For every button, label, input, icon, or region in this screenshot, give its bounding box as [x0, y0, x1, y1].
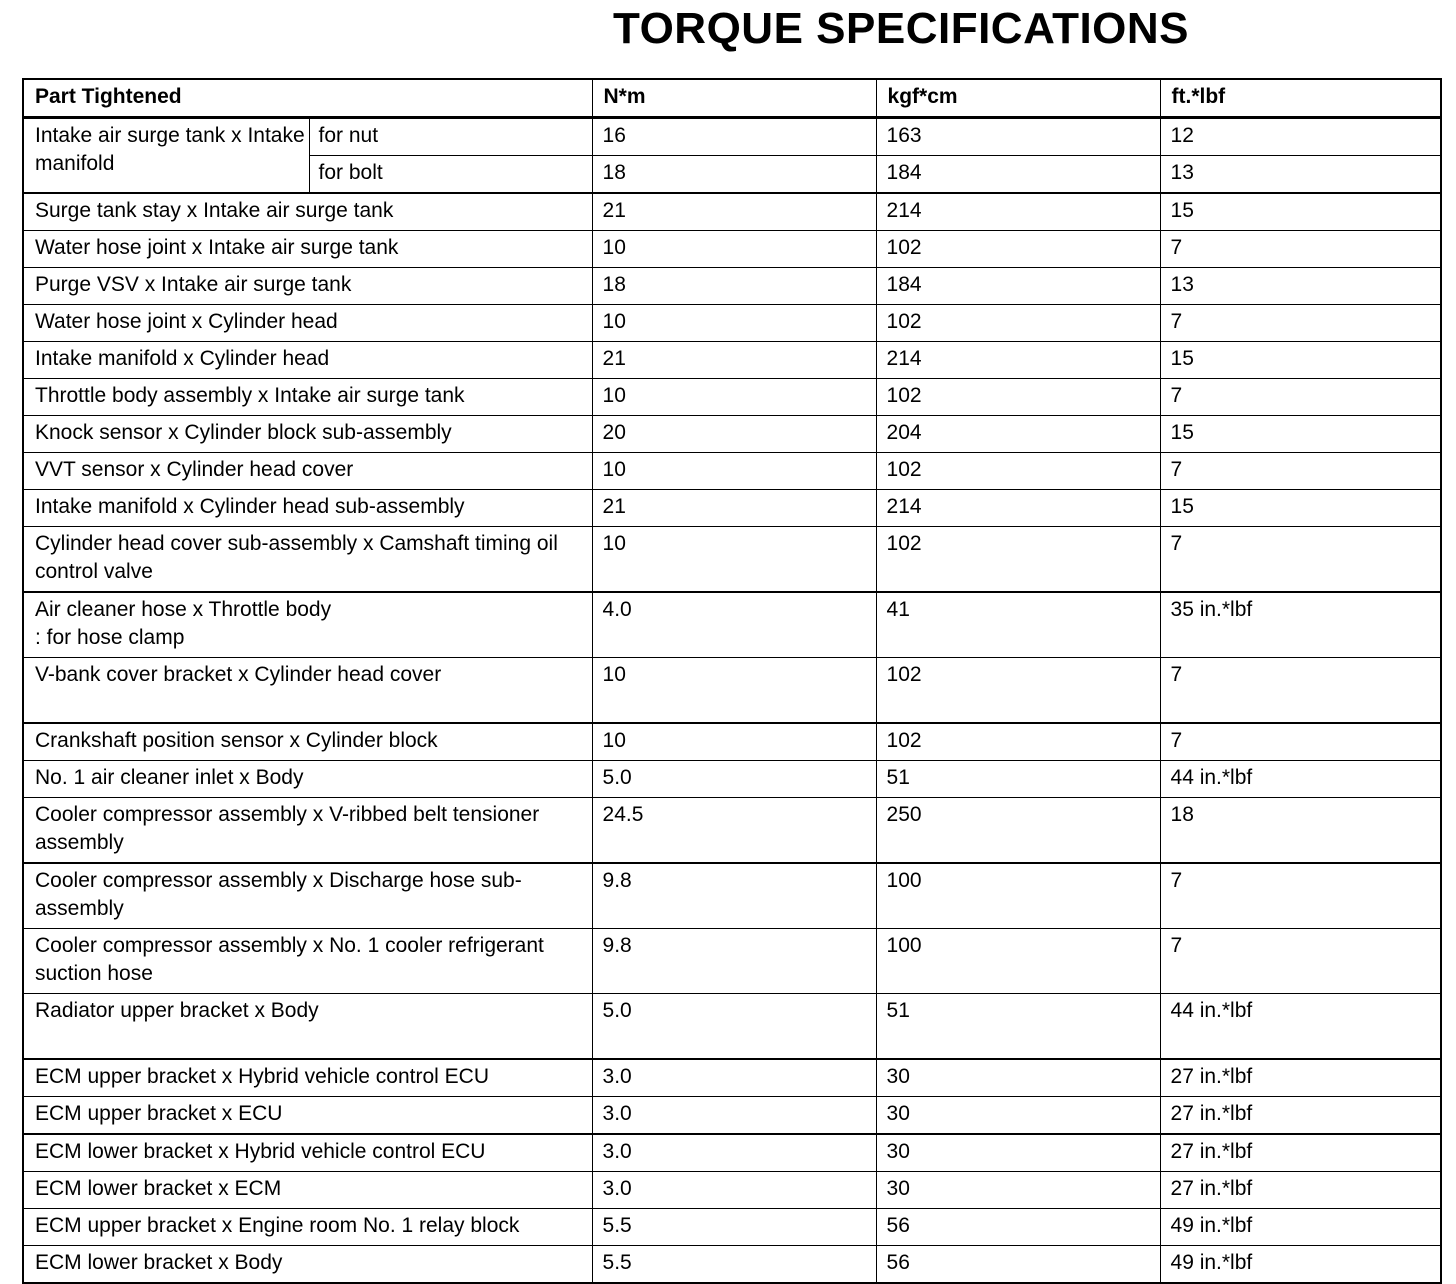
ft-cell: 27 in.*lbf	[1160, 1172, 1441, 1209]
ft-cell: 44 in.*lbf	[1160, 994, 1441, 1060]
part-text: V-bank cover bracket x Cylinder head cover	[35, 663, 442, 686]
table-row	[23, 798, 1441, 864]
part-text: Radiator upper bracket x Body	[35, 999, 319, 1022]
table-row	[23, 231, 1441, 268]
kgf-cell: 30	[876, 1097, 1160, 1135]
part-text: Cooler compressor assembly x V-ribbed belt tensioner assembly	[35, 803, 540, 854]
ft-cell: 7	[1160, 231, 1441, 268]
part-cell	[23, 1209, 592, 1246]
part-text: Crankshaft position sensor x Cylinder block	[35, 729, 438, 752]
part-text: ECM upper bracket x Hybrid vehicle control ECU	[35, 1065, 490, 1088]
ft-cell: 15	[1160, 342, 1441, 379]
part-text: ECM upper bracket x Engine room No. 1 relay block	[35, 1214, 520, 1237]
kgf-cell: 30	[876, 1059, 1160, 1097]
kgf-cell: 41	[876, 592, 1160, 658]
nm-cell: 10	[592, 305, 876, 342]
nm-cell: 10	[592, 453, 876, 490]
part-cell	[23, 863, 592, 929]
nm-cell: 10	[592, 658, 876, 724]
sub-part-cell: for bolt	[309, 156, 592, 194]
nm-cell: 18	[592, 156, 876, 194]
kgf-cell: 102	[876, 305, 1160, 342]
nm-cell: 4.0	[592, 592, 876, 658]
part-cell	[23, 268, 592, 305]
part-cell: Intake air surge tank x Intake manifold	[23, 118, 309, 194]
nm-cell: 21	[592, 342, 876, 379]
part-text: ECM lower bracket x Body	[35, 1251, 283, 1274]
nm-cell: 3.0	[592, 1059, 876, 1097]
part-cell	[23, 193, 592, 231]
table-row	[23, 592, 1441, 658]
part-text: Air cleaner hose x Throttle body	[35, 598, 332, 621]
part-cell	[23, 761, 592, 798]
table-row	[23, 1134, 1441, 1172]
nm-cell: 10	[592, 379, 876, 416]
part-cell	[23, 929, 592, 994]
table-row	[23, 658, 1441, 724]
ft-cell: 12	[1160, 118, 1441, 156]
nm-cell: 24.5	[592, 798, 876, 864]
table-row	[23, 118, 1441, 156]
table-row	[23, 268, 1441, 305]
sub-part-cell: for nut	[309, 118, 592, 156]
part-text: Cooler compressor assembly x No. 1 cooler refrigerant suction hose	[35, 934, 544, 985]
ft-cell: 15	[1160, 193, 1441, 231]
table-row	[23, 994, 1441, 1060]
part-cell	[23, 490, 592, 527]
nm-cell: 10	[592, 231, 876, 268]
part-cell	[23, 994, 592, 1060]
ft-cell: 7	[1160, 453, 1441, 490]
kgf-cell: 30	[876, 1172, 1160, 1209]
table-row	[23, 453, 1441, 490]
kgf-cell: 163	[876, 118, 1160, 156]
kgf-cell: 184	[876, 268, 1160, 305]
nm-cell: 9.8	[592, 929, 876, 994]
part-cell	[23, 723, 592, 761]
kgf-cell: 102	[876, 658, 1160, 724]
part-cell	[23, 342, 592, 379]
table-row	[23, 1097, 1441, 1135]
part-text: ECM upper bracket x ECU	[35, 1102, 283, 1125]
page-title: TORQUE SPECIFICATIONS	[613, 4, 1190, 53]
ft-cell: 7	[1160, 379, 1441, 416]
nm-cell: 5.5	[592, 1209, 876, 1246]
nm-cell: 5.5	[592, 1246, 876, 1284]
part-text: Knock sensor x Cylinder block sub-assembly	[35, 421, 452, 444]
table-row	[23, 490, 1441, 527]
table-row	[23, 1209, 1441, 1246]
kgf-cell: 250	[876, 798, 1160, 864]
ft-cell: 15	[1160, 490, 1441, 527]
nm-cell: 21	[592, 193, 876, 231]
table-body	[23, 118, 1441, 1284]
kgf-cell: 51	[876, 994, 1160, 1060]
part-cell	[23, 1134, 592, 1172]
ft-cell: 13	[1160, 268, 1441, 305]
part-cell	[23, 798, 592, 864]
kgf-cell: 102	[876, 527, 1160, 593]
part-text: ECM lower bracket x ECM	[35, 1177, 282, 1200]
table-row	[23, 379, 1441, 416]
part-text: No. 1 air cleaner inlet x Body	[35, 766, 304, 789]
nm-cell: 5.0	[592, 994, 876, 1060]
part-cell	[23, 592, 592, 658]
table-row	[23, 929, 1441, 994]
ft-cell: 49 in.*lbf	[1160, 1209, 1441, 1246]
table-row	[23, 193, 1441, 231]
part-text: Water hose joint x Cylinder head	[35, 310, 338, 333]
ft-cell: 13	[1160, 156, 1441, 194]
kgf-cell: 204	[876, 416, 1160, 453]
part-cell	[23, 453, 592, 490]
header-row	[23, 79, 1441, 118]
ft-cell: 7	[1160, 863, 1441, 929]
part-cell	[23, 416, 592, 453]
part-cell	[23, 1172, 592, 1209]
part-text: Water hose joint x Intake air surge tank	[35, 236, 399, 259]
table-row	[23, 863, 1441, 929]
part-text: ECM lower bracket x Hybrid vehicle control ECU	[35, 1140, 486, 1163]
nm-cell: 10	[592, 723, 876, 761]
kgf-cell: 102	[876, 723, 1160, 761]
part-text: Throttle body assembly x Intake air surge tank	[35, 384, 465, 407]
nm-cell: 20	[592, 416, 876, 453]
part-cell	[23, 1059, 592, 1097]
kgf-cell: 30	[876, 1134, 1160, 1172]
kgf-cell: 102	[876, 453, 1160, 490]
table-row	[23, 1059, 1441, 1097]
header-nm: N*m	[592, 79, 876, 118]
part-text: Intake manifold x Cylinder head sub-assembly	[35, 495, 465, 518]
kgf-cell: 102	[876, 379, 1160, 416]
ft-cell: 27 in.*lbf	[1160, 1059, 1441, 1097]
part-text: Cooler compressor assembly x Discharge hose sub-assembly	[35, 869, 522, 920]
part-text: Cylinder head cover sub-assembly x Camshaft timing oil control valve	[35, 532, 558, 583]
kgf-cell: 214	[876, 193, 1160, 231]
kgf-cell: 51	[876, 761, 1160, 798]
part-text: Purge VSV x Intake air surge tank	[35, 273, 352, 296]
ft-cell: 27 in.*lbf	[1160, 1134, 1441, 1172]
torque-spec-table	[22, 78, 1442, 1284]
table-row	[23, 416, 1441, 453]
part-cell	[23, 1097, 592, 1135]
kgf-cell: 100	[876, 863, 1160, 929]
ft-cell: 27 in.*lbf	[1160, 1097, 1441, 1135]
header-kgf-cm: kgf*cm	[876, 79, 1160, 118]
table-row	[23, 342, 1441, 379]
table-row	[23, 527, 1441, 593]
ft-cell: 7	[1160, 929, 1441, 994]
part-text: Surge tank stay x Intake air surge tank	[35, 199, 394, 222]
nm-cell: 18	[592, 268, 876, 305]
nm-cell: 21	[592, 490, 876, 527]
nm-cell: 16	[592, 118, 876, 156]
ft-cell: 15	[1160, 416, 1441, 453]
header-ft-lbf: ft.*lbf	[1160, 79, 1441, 118]
table-row	[23, 305, 1441, 342]
nm-cell: 3.0	[592, 1134, 876, 1172]
part-cell	[23, 305, 592, 342]
nm-cell: 3.0	[592, 1172, 876, 1209]
kgf-cell: 214	[876, 342, 1160, 379]
ft-cell: 7	[1160, 658, 1441, 724]
part-cell	[23, 231, 592, 268]
part-cell	[23, 527, 592, 593]
nm-cell: 9.8	[592, 863, 876, 929]
header-part-tightened: Part Tightened	[23, 79, 592, 118]
part-text: Intake manifold x Cylinder head	[35, 347, 330, 370]
part-cell	[23, 379, 592, 416]
kgf-cell: 184	[876, 156, 1160, 194]
ft-cell: 7	[1160, 305, 1441, 342]
table-row	[23, 723, 1441, 761]
ft-cell: 35 in.*lbf	[1160, 592, 1441, 658]
part-cell	[23, 1246, 592, 1284]
ft-cell: 49 in.*lbf	[1160, 1246, 1441, 1284]
nm-cell: 3.0	[592, 1097, 876, 1135]
kgf-cell: 56	[876, 1209, 1160, 1246]
part-text-line2: : for hose clamp	[35, 626, 185, 649]
ft-cell: 7	[1160, 723, 1441, 761]
ft-cell: 18	[1160, 798, 1441, 864]
part-text: VVT sensor x Cylinder head cover	[35, 458, 354, 481]
nm-cell: 5.0	[592, 761, 876, 798]
kgf-cell: 100	[876, 929, 1160, 994]
part-cell	[23, 658, 592, 724]
kgf-cell: 214	[876, 490, 1160, 527]
table-row	[23, 1172, 1441, 1209]
ft-cell: 7	[1160, 527, 1441, 593]
ft-cell: 44 in.*lbf	[1160, 761, 1441, 798]
kgf-cell: 56	[876, 1246, 1160, 1284]
nm-cell: 10	[592, 527, 876, 593]
kgf-cell: 102	[876, 231, 1160, 268]
table-row	[23, 1246, 1441, 1284]
table-row	[23, 761, 1441, 798]
